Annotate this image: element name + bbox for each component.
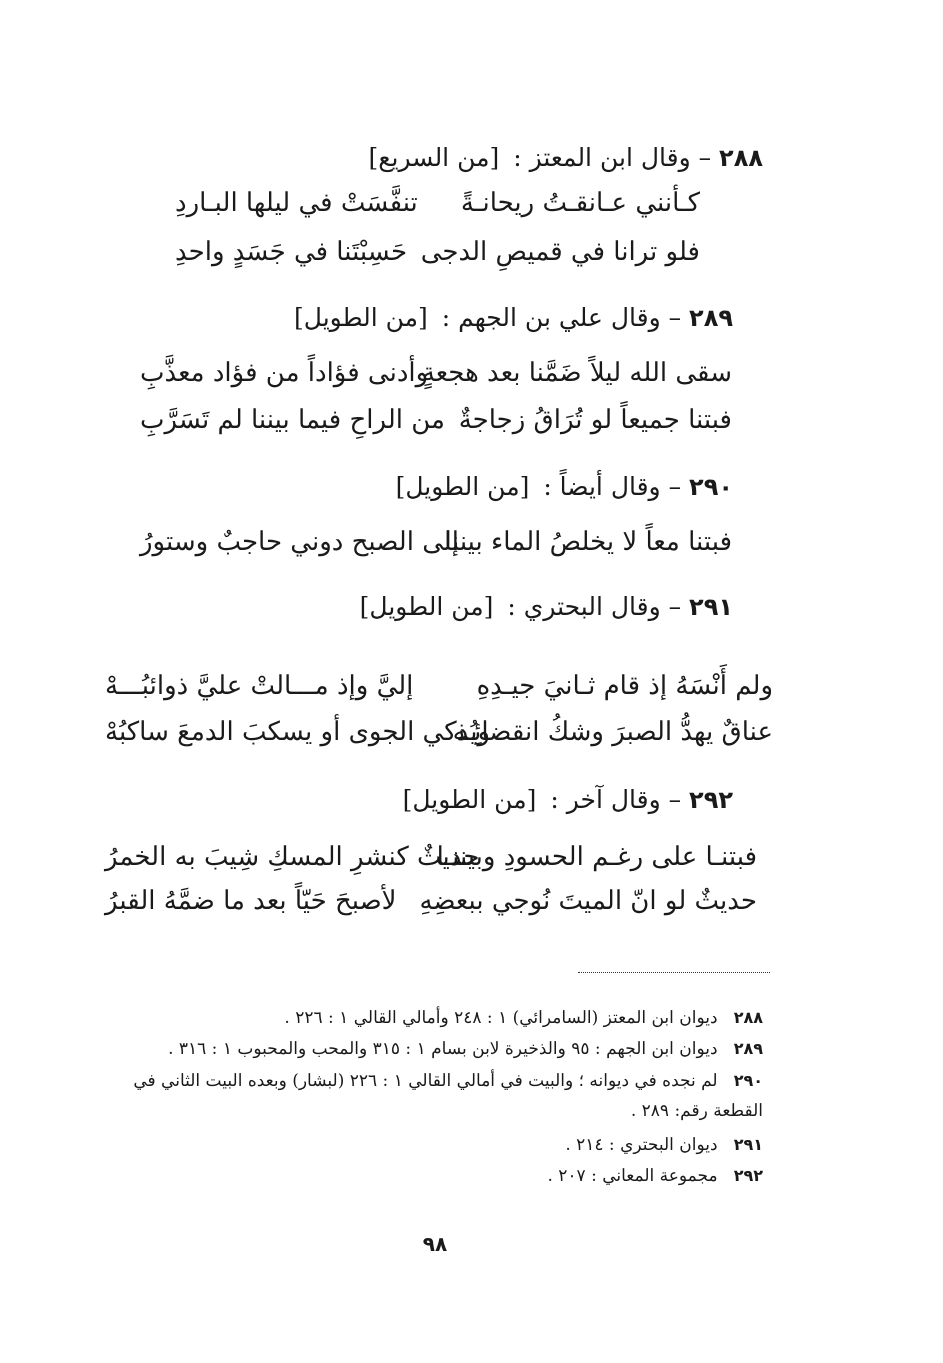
footnote <box>103 1130 763 1160</box>
verse-second-hemistich: ويُذكي الجوى أو يسكبَ الدمعَ ساكبُهْ <box>105 717 491 747</box>
verse-first-hemistich: فبتنـا على رغـم الحسودِ وبيننـا <box>436 842 757 872</box>
entry-number: ٢٩١ <box>689 593 733 621</box>
verse-second-hemistich: حَسِبْتَنا في جَسَدٍ واحدِ <box>175 237 408 267</box>
footnote-number: ٢٩١ <box>733 1135 763 1154</box>
verse-first-hemistich: فبتنا معاً لا يخلصُ الماء بيننا <box>444 527 732 557</box>
entry-heading <box>360 592 733 621</box>
entry-heading <box>403 785 733 814</box>
verse-line <box>175 188 700 228</box>
verse-first-hemistich: حديثٌ لو انّ الميتَ نُوجي ببعضِهِ <box>419 886 757 916</box>
verse-line <box>105 671 773 711</box>
footnote-text: مجموعة المعاني : ٢٠٧ . <box>547 1166 718 1186</box>
verse-line <box>140 358 732 398</box>
entry-heading-text: – وقال آخر : <box>550 785 682 814</box>
meter-label: [من الطويل] <box>359 592 494 621</box>
entry-heading <box>368 143 763 172</box>
footnote-number: ٢٨٩ <box>733 1039 763 1058</box>
entry-heading <box>294 303 733 332</box>
meter-label: [من السريع] <box>368 143 500 172</box>
verse-first-hemistich: فبتنا جميعاً لو تُرَاقُ زجاجةٌ <box>458 405 732 435</box>
verse-second-hemistich: إلى الصبح دوني حاجبٌ وستورُ <box>140 527 460 557</box>
footnote-text: ديوان البحتري : ٢١٤ . <box>565 1135 718 1155</box>
verse-first-hemistich: ولم أَنْسَهُ إذ قام ثـانيَ جيـدِهِ <box>476 671 773 701</box>
verse-second-hemistich: إليَّ وإذ مـــالتْ عليَّ ذوائبُـــهْ <box>105 671 414 701</box>
verse-line <box>140 405 732 445</box>
verse-second-hemistich: لأصبحَ حَيّاً بعد ما ضمَّهُ القبرُ <box>105 886 397 916</box>
entry-number: ٢٨٩ <box>689 304 733 332</box>
verse-second-hemistich: من الراحِ فيما بيننا لم تَسَرَّبِ <box>140 405 445 435</box>
footnote <box>103 1034 763 1064</box>
entry-number: ٢٩٢ <box>689 786 733 814</box>
page-number: ٩٨ <box>422 1232 448 1256</box>
verse-first-hemistich: فلو ترانا في قميصِ الدجى <box>420 237 700 267</box>
footnote-separator <box>578 972 770 973</box>
verse-line <box>175 237 700 277</box>
meter-label: [من الطويل] <box>402 785 537 814</box>
entry-number: ٢٨٨ <box>719 144 763 172</box>
entry-heading-text: – وقال علي بن الجهم : <box>441 303 682 332</box>
footnote <box>103 1161 763 1191</box>
verse-first-hemistich: عناقٌ يهدُّ الصبرَ وشكُ انقضائِـه <box>452 717 773 747</box>
verse-line <box>105 842 757 882</box>
entry-number: ٢٩٠ <box>689 473 733 501</box>
entry-heading <box>396 472 733 501</box>
meter-label: [من الطويل] <box>395 472 530 501</box>
entry-heading-text: – وقال أيضاً : <box>543 472 682 501</box>
verse-line <box>140 527 732 567</box>
verse-line <box>105 886 757 926</box>
footnote-number: ٢٩٠ <box>733 1071 763 1090</box>
footnote-number: ٢٩٢ <box>733 1166 763 1185</box>
verse-first-hemistich: كـأنني عـانقـتُ ريحانـةً <box>460 188 700 218</box>
footnote-text: لم نجده في ديوانه ؛ والبيت في أمالي القالي ١ : ٢٢٦ (لبشار) وبعده البيت الثاني في القطعة رقم: ٢٨٩ . <box>133 1071 763 1121</box>
entry-heading-text: – وقال البحتري : <box>507 592 682 621</box>
meter-label: [من الطويل] <box>294 303 428 332</box>
verse-second-hemistich: تنفَّسَتْ في ليلها البـاردِ <box>175 188 418 218</box>
footnote-number: ٢٨٨ <box>733 1008 763 1027</box>
verse-second-hemistich: وأدنى فؤاداً من فؤاد معذَّبِ <box>140 358 429 388</box>
footnote-text: ديوان ابن المعتز (السامرائي) ١ : ٢٤٨ وأمالي القالي ١ : ٢٢٦ . <box>284 1008 718 1028</box>
entry-heading-text: – وقال ابن المعتز : <box>513 143 712 172</box>
verse-line <box>105 717 773 757</box>
footnote <box>103 1003 763 1033</box>
verse-first-hemistich: سقى الله ليلاً ضَمَّنا بعد هجعةٍ <box>421 358 732 388</box>
verse-second-hemistich: حديثٌ كنشرِ المسكِ شِيبَ به الخمرُ <box>105 842 480 872</box>
footnote <box>93 1066 763 1126</box>
footnote-text: ديوان ابن الجهم : ٩٥ والذخيرة لابن بسام ١ : ٣١٥ والمحب والمحبوب ١ : ٣١٦ . <box>168 1039 718 1059</box>
